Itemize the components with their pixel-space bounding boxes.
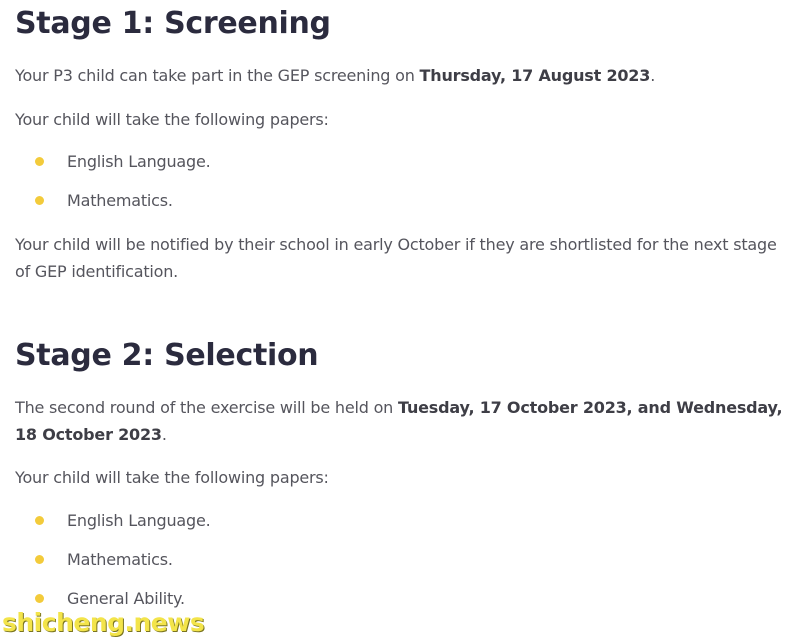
stage2-intro-prefix: The second round of the exercise will be held on [15, 398, 398, 417]
stage2-intro-date: Tuesday, 17 October 2023, and Wednesday, 18 October 2023 [15, 398, 783, 444]
list-item-label: General Ability. [67, 589, 185, 608]
stage1-intro-prefix: Your P3 child can take part in the GEP screening on [15, 66, 420, 85]
list-item-label: Mathematics. [67, 550, 173, 569]
stage2-intro-suffix: . [161, 425, 167, 444]
watermark: shicheng.news [2, 608, 205, 637]
list-item-label: English Language. [67, 152, 211, 171]
bullet-icon [35, 555, 44, 564]
bullet-icon [35, 196, 44, 205]
stage1-intro-date: Thursday, 17 August 2023 [419, 66, 651, 85]
list-item-label: Mathematics. [67, 191, 173, 210]
stage1-heading: Stage 1: Screening [15, 6, 331, 41]
stage1-intro [15, 62, 790, 89]
stage1-notice: Your child will be notified by their school in early October if they are shortlisted for the next stage of GEP identification. [15, 235, 777, 281]
bullet-icon [35, 516, 44, 525]
bullet-icon [35, 594, 44, 603]
stage1-papers-intro: Your child will take the following papers: [15, 110, 329, 129]
stage1-intro-suffix: . [650, 66, 656, 85]
bullet-icon [35, 157, 44, 166]
stage2-heading: Stage 2: Selection [15, 338, 319, 373]
stage2-papers-intro: Your child will take the following papers: [15, 468, 329, 487]
list-item-label: English Language. [67, 511, 211, 530]
stage2-intro [15, 394, 790, 448]
